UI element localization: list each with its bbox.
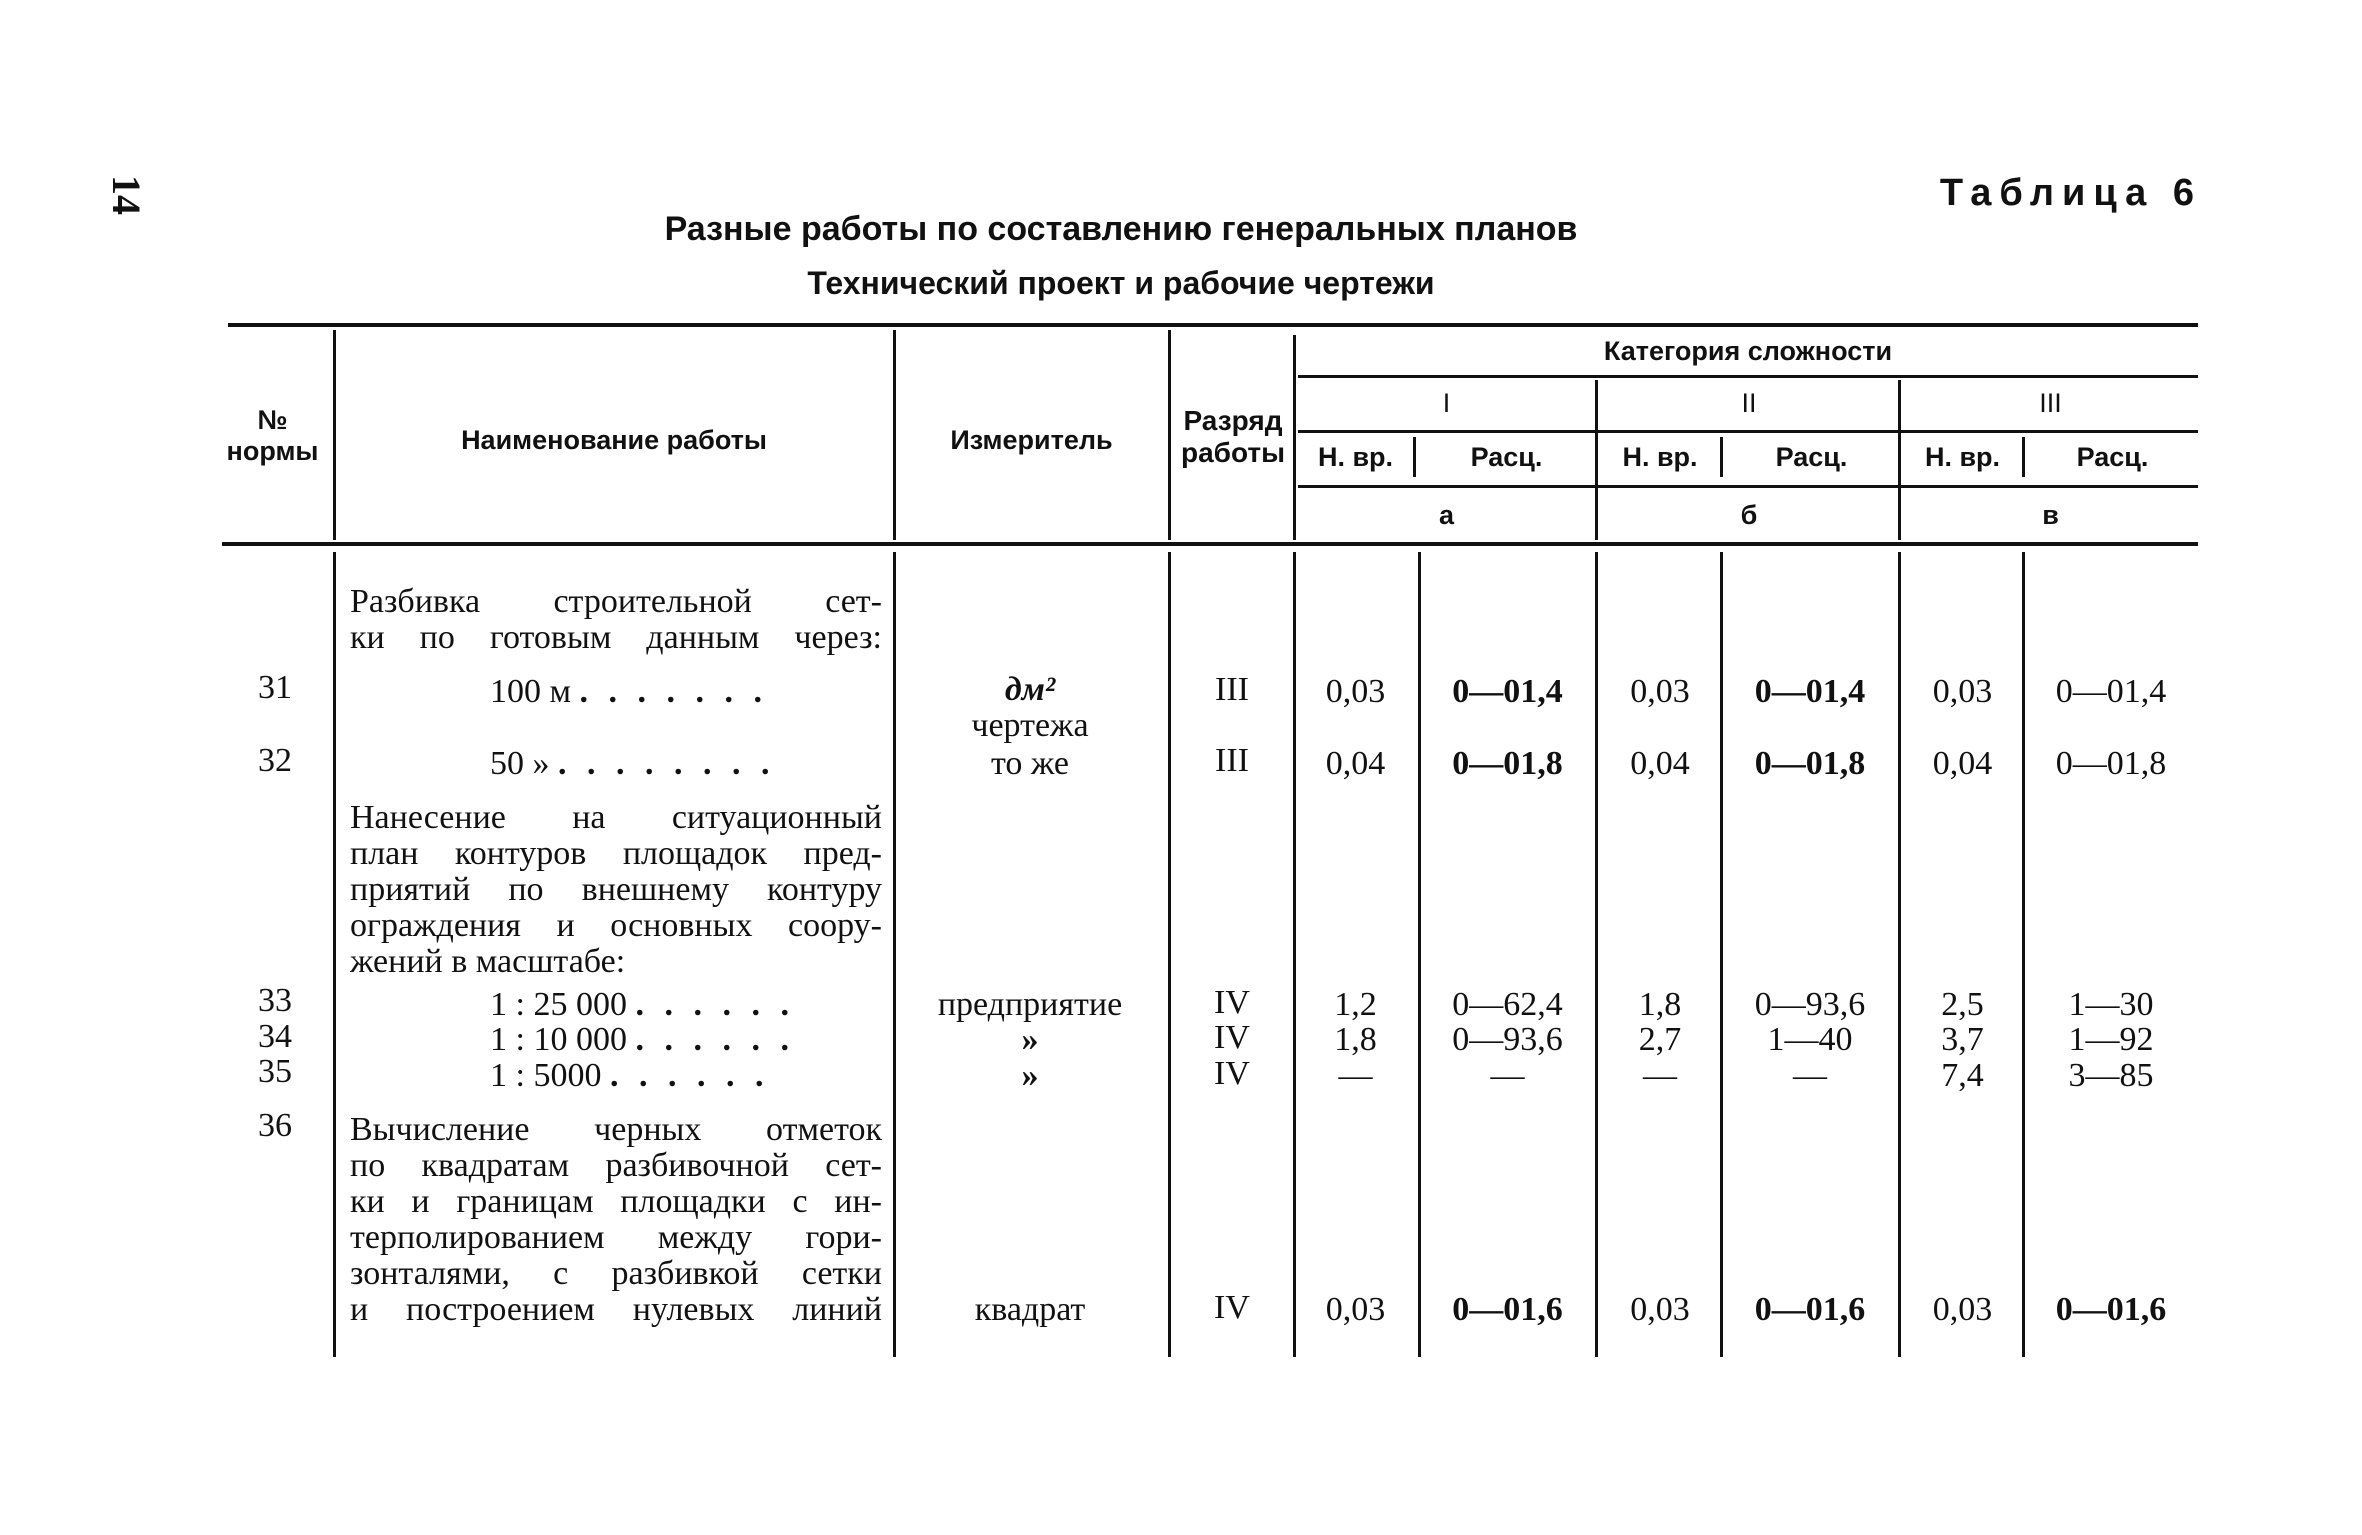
header-nvr-1: Н. вр.: [1317, 442, 1394, 472]
row-33-nvr-2: 1,8: [1638, 986, 1682, 1023]
group-description-3: [350, 1112, 882, 1328]
row-33-rasc-2: 0—93,6: [1754, 986, 1866, 1023]
row-31-name: 100 м . . . . . . .: [490, 673, 769, 710]
table-label: Таблица 6: [1939, 172, 2202, 214]
row-34-nvr-2: 2,7: [1638, 1021, 1682, 1058]
row-32-nvr-2: 0,04: [1630, 745, 1690, 782]
category-sub-rule: [1298, 430, 2198, 433]
header-rasc-3: Расц.: [2076, 442, 2149, 472]
header-cat-III: III: [2039, 388, 2062, 418]
row-32-grade: III: [1215, 742, 1249, 779]
row-34-rasc-2: 1—40: [1767, 1021, 1853, 1058]
row-34-grade: IV: [1214, 1019, 1250, 1056]
body-divider-4: [1293, 552, 1296, 1357]
row-32-rasc-2: 0—01,8: [1754, 745, 1866, 782]
row-33-rasc-3: 1—30: [2068, 986, 2154, 1023]
desc-line: терполированием между гори-: [350, 1220, 882, 1256]
desc-line: план контуров площадок пред-: [350, 836, 882, 872]
row-32-rasc-3: 0—01,8: [2055, 745, 2167, 782]
nvr-rule: [1298, 485, 2198, 488]
header-cat-II: II: [1741, 388, 1757, 418]
body-divider-5: [1418, 552, 1421, 1357]
row-31-nvr-2: 0,03: [1630, 673, 1690, 710]
row-34-name: 1 : 10 000 . . . . . .: [490, 1021, 795, 1058]
row-35-unit: »: [1021, 1057, 1039, 1094]
page-title: Разные работы по составлению генеральных планов: [664, 210, 1578, 248]
desc-line: ограждения и основных соору-: [350, 908, 882, 944]
group-description-1: [350, 584, 882, 656]
header-nvr-3: Н. вр.: [1924, 442, 2001, 472]
header-name: Наименование работы: [461, 425, 767, 455]
row-31-rasc-2: 0—01,4: [1754, 673, 1866, 710]
header-number: № нормы: [226, 405, 319, 467]
subcol-divider-v: [2022, 437, 2025, 477]
row-31-number: 31: [258, 669, 292, 706]
row-33-grade: IV: [1214, 984, 1250, 1021]
row-33-nvr-3: 2,5: [1941, 986, 1984, 1023]
top-rule: [228, 323, 2198, 327]
row-33-name: 1 : 25 000 . . . . . .: [490, 986, 795, 1023]
col-divider-4: [1293, 335, 1296, 540]
row-31-rasc-3: 0—01,4: [2055, 673, 2167, 710]
row-32-nvr-3: 0,04: [1932, 745, 1993, 782]
group-description-2: [350, 800, 882, 980]
row-36-number: 36: [258, 1107, 292, 1144]
category-rule: [1298, 375, 2198, 378]
row-31-grade: III: [1215, 671, 1249, 708]
row-36-nvr-1: 0,03: [1325, 1291, 1386, 1328]
header-grade: Разряд работы: [1180, 405, 1285, 469]
body-divider-8: [1898, 552, 1901, 1357]
row-31-nvr-1: 0,03: [1325, 673, 1386, 710]
row-33-unit: предприятие: [937, 986, 1123, 1023]
row-35-nvr-3: 7,4: [1941, 1057, 1984, 1094]
row-35-grade: IV: [1214, 1055, 1250, 1092]
desc-line: Вычисление черных отметок: [350, 1112, 882, 1148]
row-32-number: 32: [258, 742, 292, 779]
row-33-nvr-1: 1,2: [1334, 986, 1377, 1023]
subcol-divider-a: [1413, 437, 1416, 477]
header-rasc-2: Расц.: [1775, 442, 1848, 472]
row-35-nvr-2: —: [1643, 1057, 1677, 1094]
header-rasc-1: Расц.: [1470, 442, 1543, 472]
row-34-nvr-1: 1,8: [1334, 1021, 1377, 1058]
row-36-rasc-2: 0—01,6: [1754, 1291, 1866, 1328]
desc-line: Разбивка строительной сет-: [350, 584, 882, 620]
header-unit: Измеритель: [950, 425, 1113, 455]
header-bottom-rule: [222, 542, 2198, 546]
row-31-unit: дм² чертежа: [971, 671, 1089, 744]
row-31-nvr-3: 0,03: [1932, 673, 1993, 710]
row-33-number: 33: [258, 982, 292, 1019]
desc-line: приятий по внешнему контуру: [350, 872, 882, 908]
row-36-nvr-3: 0,03: [1932, 1291, 1993, 1328]
cat-divider-II-III: [1898, 380, 1901, 540]
body-divider-7: [1720, 552, 1723, 1357]
row-33-rasc-1: 0—62,4: [1452, 986, 1563, 1023]
row-35-nvr-1: —: [1338, 1057, 1373, 1094]
page-subtitle: Технический проект и рабочие чертежи: [807, 265, 1435, 301]
row-35-rasc-3: 3—85: [2068, 1057, 2154, 1094]
desc-line: зонталями, с разбивкой сетки: [350, 1256, 882, 1292]
row-35-name: 1 : 5000 . . . . . .: [490, 1057, 770, 1094]
header-letter-b: б: [1740, 500, 1758, 530]
row-32-rasc-1: 0—01,8: [1452, 745, 1563, 782]
header-letter-a: а: [1438, 500, 1455, 530]
row-36-rasc-3: 0—01,6: [2055, 1291, 2167, 1328]
header-letter-v: в: [2042, 500, 2059, 530]
desc-line: ки по готовым данным через:: [350, 620, 882, 656]
page-number: 14: [104, 175, 149, 215]
desc-line: и построением нулевых линий: [350, 1292, 882, 1328]
cat-divider-I-II: [1595, 380, 1598, 540]
desc-line: жений в масштабе:: [350, 944, 626, 980]
row-34-nvr-3: 3,7: [1941, 1021, 1984, 1058]
row-36-grade: IV: [1214, 1289, 1250, 1326]
row-32-unit: то же: [990, 745, 1070, 782]
desc-line: по квадратам разбивочной сет-: [350, 1148, 882, 1184]
desc-line: ки и границам площадки с ин-: [350, 1184, 882, 1220]
body-divider-3: [1168, 552, 1171, 1357]
row-34-number: 34: [258, 1018, 292, 1055]
body-divider-6: [1595, 552, 1598, 1357]
row-34-rasc-3: 1—92: [2068, 1021, 2154, 1058]
row-36-unit: квадрат: [974, 1291, 1086, 1328]
header-category: Категория сложности: [1603, 336, 1893, 366]
row-32-name: 50 » . . . . . . . .: [490, 745, 776, 782]
row-35-rasc-2: —: [1793, 1057, 1827, 1094]
header-nvr-2: Н. вр.: [1622, 442, 1698, 472]
row-32-nvr-1: 0,04: [1325, 745, 1386, 782]
row-36-rasc-1: 0—01,6: [1452, 1291, 1563, 1328]
row-36-nvr-2: 0,03: [1630, 1291, 1690, 1328]
body-divider-9: [2022, 552, 2025, 1357]
row-34-rasc-1: 0—93,6: [1452, 1021, 1563, 1058]
header-cat-I: I: [1442, 388, 1451, 418]
row-34-unit: »: [1021, 1021, 1039, 1058]
subcol-divider-b: [1720, 437, 1723, 477]
row-35-number: 35: [258, 1053, 292, 1090]
row-35-rasc-1: —: [1490, 1057, 1525, 1094]
desc-line: Нанесение на ситуационный: [350, 800, 882, 836]
col-divider-3: [1168, 330, 1171, 540]
row-31-rasc-1: 0—01,4: [1452, 673, 1563, 710]
